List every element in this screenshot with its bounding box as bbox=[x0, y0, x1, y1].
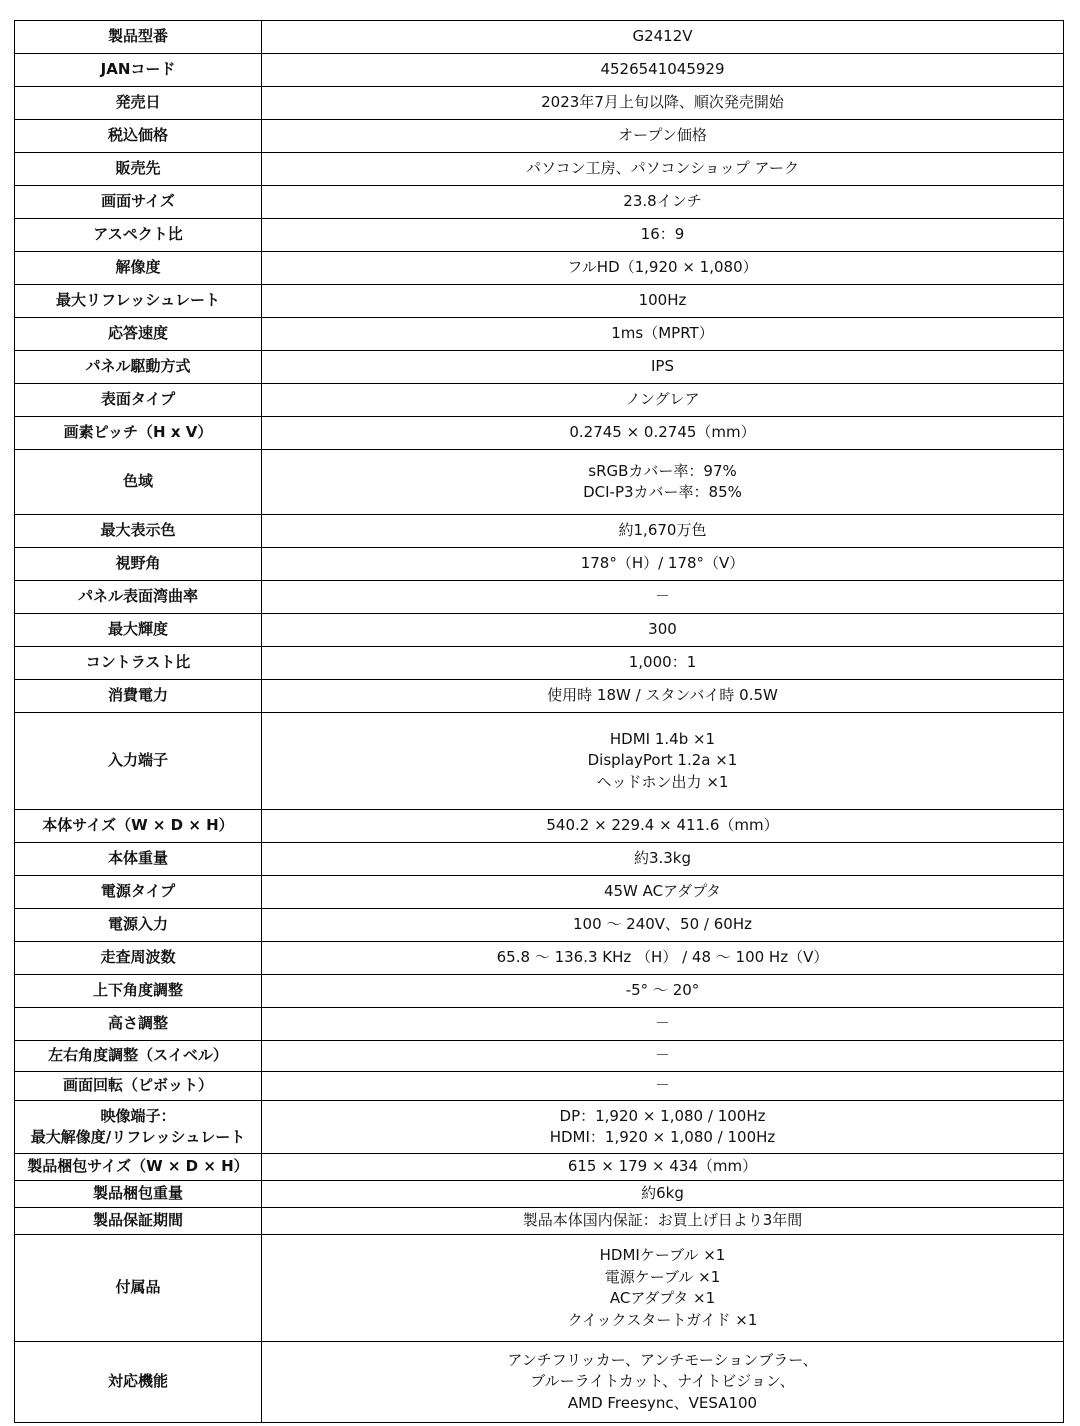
spec-value-line: DisplayPort 1.2a ×1 bbox=[587, 751, 738, 770]
spec-label bbox=[15, 1235, 262, 1342]
spec-value bbox=[262, 1154, 1064, 1181]
spec-value-line: アンチフリッカー、アンチモーションブラー、 bbox=[507, 1350, 818, 1369]
spec-row bbox=[15, 21, 1064, 54]
spec-value-line: オープン価格 bbox=[618, 126, 707, 145]
spec-value bbox=[262, 810, 1064, 843]
spec-value bbox=[262, 285, 1064, 318]
spec-value-line: 178°（H）/ 178°（V） bbox=[580, 554, 745, 573]
spec-value-line: 4526541045929 bbox=[600, 60, 725, 79]
spec-label bbox=[15, 680, 262, 713]
spec-label-line: 画面回転（ピボット） bbox=[62, 1076, 213, 1095]
spec-label-line: 発売日 bbox=[115, 93, 161, 112]
spec-value bbox=[262, 548, 1064, 581]
spec-label-line: 表面タイプ bbox=[100, 390, 176, 409]
spec-value bbox=[262, 680, 1064, 713]
spec-value bbox=[262, 87, 1064, 120]
spec-label-line: 画面サイズ bbox=[101, 192, 175, 211]
spec-value-line: － bbox=[654, 1014, 670, 1033]
spec-value-line: sRGBカバー率：97% bbox=[588, 461, 737, 480]
spec-row bbox=[15, 318, 1064, 351]
spec-value-line: 2023年7月上旬以降、順次発売開始 bbox=[541, 93, 784, 112]
spec-row bbox=[15, 1235, 1064, 1342]
spec-value-line: DP：1,920 × 1,080 / 100Hz bbox=[559, 1106, 766, 1125]
spec-label bbox=[15, 876, 262, 909]
spec-row bbox=[15, 1154, 1064, 1181]
spec-label-line: 応答速度 bbox=[107, 324, 168, 343]
spec-value-line: － bbox=[654, 1076, 670, 1095]
spec-value-line: 100 ～ 240V、50 / 60Hz bbox=[573, 915, 752, 934]
spec-label-line: 色域 bbox=[122, 472, 153, 491]
spec-value bbox=[262, 1181, 1064, 1208]
spec-value-line: 615 × 179 × 434（mm） bbox=[567, 1157, 758, 1176]
spec-row bbox=[15, 153, 1064, 186]
spec-label bbox=[15, 219, 262, 252]
spec-value bbox=[262, 351, 1064, 384]
spec-label bbox=[15, 1342, 262, 1423]
spec-value bbox=[262, 843, 1064, 876]
spec-row bbox=[15, 450, 1064, 515]
spec-label-line: 本体重量 bbox=[107, 849, 168, 868]
spec-label bbox=[15, 810, 262, 843]
spec-value bbox=[262, 450, 1064, 515]
spec-value bbox=[262, 515, 1064, 548]
spec-label-line: 画素ピッチ（H x V） bbox=[63, 423, 213, 442]
spec-table-body bbox=[15, 21, 1064, 1423]
spec-value-line: 300 bbox=[648, 620, 677, 639]
spec-value-line: ブルーライトカット、ナイトビジョン、 bbox=[530, 1372, 795, 1391]
spec-row bbox=[15, 909, 1064, 942]
spec-value-line: HDMIケーブル ×1 bbox=[599, 1246, 726, 1264]
spec-label-line: 走査周波数 bbox=[100, 948, 176, 967]
spec-label-line: 製品梱包サイズ（W × D × H） bbox=[27, 1157, 249, 1176]
spec-label bbox=[15, 1072, 262, 1101]
spec-value-line: ヘッドホン出力 ×1 bbox=[596, 772, 729, 791]
spec-label-line: 視野角 bbox=[115, 554, 161, 573]
spec-value-line: 45W ACアダプタ bbox=[603, 882, 722, 901]
spec-row bbox=[15, 975, 1064, 1008]
spec-label-line: アスペクト比 bbox=[93, 225, 183, 244]
spec-value-line: 約6kg bbox=[641, 1184, 684, 1203]
spec-label-line: 入力端子 bbox=[107, 751, 168, 770]
spec-value-line: ノングレア bbox=[625, 390, 700, 409]
spec-row bbox=[15, 680, 1064, 713]
spec-label-line: 最大輝度 bbox=[107, 620, 168, 639]
spec-label-line: JANコード bbox=[100, 60, 176, 79]
spec-label-line: 最大リフレッシュレート bbox=[56, 291, 220, 310]
spec-value bbox=[262, 1208, 1064, 1235]
spec-value bbox=[262, 417, 1064, 450]
spec-label-line: 映像端子： bbox=[100, 1106, 176, 1125]
spec-label-line: コントラスト比 bbox=[85, 653, 191, 672]
spec-label bbox=[15, 1208, 262, 1235]
spec-label bbox=[15, 54, 262, 87]
spec-label bbox=[15, 1041, 262, 1072]
spec-row bbox=[15, 54, 1064, 87]
spec-row bbox=[15, 647, 1064, 680]
spec-row bbox=[15, 1208, 1064, 1235]
spec-value-line: 0.2745 × 0.2745（mm） bbox=[569, 423, 756, 442]
spec-row bbox=[15, 120, 1064, 153]
spec-label-line: 最大解像度/リフレッシュレート bbox=[30, 1128, 246, 1146]
spec-value bbox=[262, 384, 1064, 417]
spec-label bbox=[15, 614, 262, 647]
spec-row bbox=[15, 219, 1064, 252]
spec-label-line: 対応機能 bbox=[107, 1372, 168, 1391]
spec-label-line: 販売先 bbox=[115, 159, 161, 178]
spec-label bbox=[15, 351, 262, 384]
spec-value bbox=[262, 909, 1064, 942]
spec-row bbox=[15, 351, 1064, 384]
spec-value bbox=[262, 713, 1064, 810]
spec-table bbox=[14, 20, 1064, 1423]
spec-label bbox=[15, 120, 262, 153]
spec-label bbox=[15, 1008, 262, 1041]
spec-label bbox=[15, 975, 262, 1008]
spec-label-line: 電源入力 bbox=[107, 915, 168, 934]
spec-label-line: 本体サイズ（W × D × H） bbox=[42, 816, 234, 835]
spec-label-line: 付属品 bbox=[115, 1278, 161, 1297]
spec-label bbox=[15, 548, 262, 581]
spec-row bbox=[15, 384, 1064, 417]
spec-value bbox=[262, 1235, 1064, 1342]
spec-value bbox=[262, 153, 1064, 186]
spec-row bbox=[15, 1101, 1064, 1154]
spec-value-line: 使用時 18W / スタンバイ時 0.5W bbox=[547, 686, 778, 705]
spec-label bbox=[15, 87, 262, 120]
spec-value-line: 製品本体国内保証：お買上げ日より3年間 bbox=[522, 1211, 803, 1230]
spec-row bbox=[15, 548, 1064, 581]
spec-value bbox=[262, 614, 1064, 647]
spec-label bbox=[15, 186, 262, 219]
spec-row bbox=[15, 285, 1064, 318]
spec-row bbox=[15, 843, 1064, 876]
spec-value bbox=[262, 1101, 1064, 1154]
spec-label-line: 左右角度調整（スイベル） bbox=[48, 1046, 228, 1065]
spec-label bbox=[15, 153, 262, 186]
spec-value-line: -5° ～ 20° bbox=[625, 981, 700, 1000]
spec-value bbox=[262, 1008, 1064, 1041]
spec-label-line: 製品型番 bbox=[107, 27, 168, 46]
spec-value-line: 100Hz bbox=[638, 291, 687, 310]
spec-label bbox=[15, 942, 262, 975]
spec-row bbox=[15, 1072, 1064, 1101]
spec-label-line: パネル表面湾曲率 bbox=[77, 587, 198, 606]
spec-value-line: － bbox=[654, 1046, 670, 1065]
spec-label bbox=[15, 384, 262, 417]
spec-value-line: HDMI 1.4b ×1 bbox=[609, 729, 716, 748]
spec-label bbox=[15, 450, 262, 515]
spec-row bbox=[15, 186, 1064, 219]
spec-label bbox=[15, 285, 262, 318]
spec-label bbox=[15, 909, 262, 942]
spec-label bbox=[15, 318, 262, 351]
spec-label-line: 解像度 bbox=[115, 258, 161, 277]
spec-value-line: 16：9 bbox=[640, 225, 685, 244]
spec-value-line: クイックスタートガイド ×1 bbox=[567, 1310, 758, 1329]
spec-value bbox=[262, 1072, 1064, 1101]
spec-row bbox=[15, 942, 1064, 975]
spec-label-line: 消費電力 bbox=[107, 686, 168, 705]
spec-value-line: DCI-P3カバー率：85% bbox=[583, 483, 742, 501]
spec-label bbox=[15, 1154, 262, 1181]
spec-row bbox=[15, 1181, 1064, 1208]
spec-value-line: IPS bbox=[651, 357, 674, 376]
spec-label-line: 製品保証期間 bbox=[92, 1211, 183, 1230]
spec-value bbox=[262, 120, 1064, 153]
spec-label bbox=[15, 843, 262, 876]
spec-label-line: 高さ調整 bbox=[107, 1014, 168, 1033]
spec-label bbox=[15, 21, 262, 54]
spec-value-line: 540.2 × 229.4 × 411.6（mm） bbox=[546, 816, 779, 835]
spec-label-line: パネル駆動方式 bbox=[85, 357, 191, 376]
spec-value-line: G2412V bbox=[632, 27, 693, 46]
spec-label bbox=[15, 713, 262, 810]
spec-value-line: HDMI：1,920 × 1,080 / 100Hz bbox=[549, 1128, 776, 1146]
spec-value bbox=[262, 975, 1064, 1008]
spec-row bbox=[15, 1041, 1064, 1072]
spec-row bbox=[15, 581, 1064, 614]
spec-value bbox=[262, 581, 1064, 614]
spec-label bbox=[15, 515, 262, 548]
spec-value bbox=[262, 186, 1064, 219]
spec-label-line: 税込価格 bbox=[107, 126, 168, 145]
spec-value bbox=[262, 219, 1064, 252]
spec-row bbox=[15, 417, 1064, 450]
spec-value-line: 1,000：1 bbox=[628, 653, 697, 672]
spec-value bbox=[262, 942, 1064, 975]
spec-value-line: パソコン工房、パソコンショップ アーク bbox=[525, 159, 800, 178]
spec-value bbox=[262, 1041, 1064, 1072]
spec-value-line: － bbox=[654, 587, 670, 606]
spec-label bbox=[15, 252, 262, 285]
spec-row bbox=[15, 810, 1064, 843]
spec-value bbox=[262, 876, 1064, 909]
spec-value bbox=[262, 21, 1064, 54]
spec-value-line: 約3.3kg bbox=[633, 849, 692, 868]
spec-row bbox=[15, 614, 1064, 647]
spec-value-line: ACアダプタ ×1 bbox=[609, 1289, 716, 1307]
spec-value-line: フルHD（1,920 × 1,080） bbox=[567, 258, 758, 277]
spec-value-line: AMD Freesync、VESA100 bbox=[567, 1393, 758, 1412]
spec-label bbox=[15, 1181, 262, 1208]
spec-row bbox=[15, 252, 1064, 285]
spec-label-line: 上下角度調整 bbox=[92, 981, 183, 1000]
spec-value bbox=[262, 54, 1064, 87]
spec-row bbox=[15, 87, 1064, 120]
spec-label bbox=[15, 647, 262, 680]
spec-label-line: 電源タイプ bbox=[100, 882, 176, 901]
spec-value bbox=[262, 252, 1064, 285]
spec-row bbox=[15, 713, 1064, 810]
spec-value-line: 約1,670万色 bbox=[618, 521, 707, 540]
spec-value bbox=[262, 318, 1064, 351]
spec-value-line: 65.8 ～ 136.3 KHz （H） / 48 ～ 100 Hz（V） bbox=[496, 948, 829, 967]
spec-value bbox=[262, 1342, 1064, 1423]
spec-label bbox=[15, 1101, 262, 1154]
spec-value-line: 電源ケーブル ×1 bbox=[604, 1267, 721, 1286]
spec-row bbox=[15, 1008, 1064, 1041]
spec-value-line: 23.8インチ bbox=[623, 192, 702, 211]
spec-label-line: 製品梱包重量 bbox=[92, 1184, 183, 1203]
spec-row bbox=[15, 1342, 1064, 1423]
spec-value bbox=[262, 647, 1064, 680]
spec-row bbox=[15, 515, 1064, 548]
spec-value-line: 1ms（MPRT） bbox=[611, 324, 714, 343]
spec-label bbox=[15, 417, 262, 450]
spec-label bbox=[15, 581, 262, 614]
spec-row bbox=[15, 876, 1064, 909]
spec-label-line: 最大表示色 bbox=[100, 521, 176, 540]
